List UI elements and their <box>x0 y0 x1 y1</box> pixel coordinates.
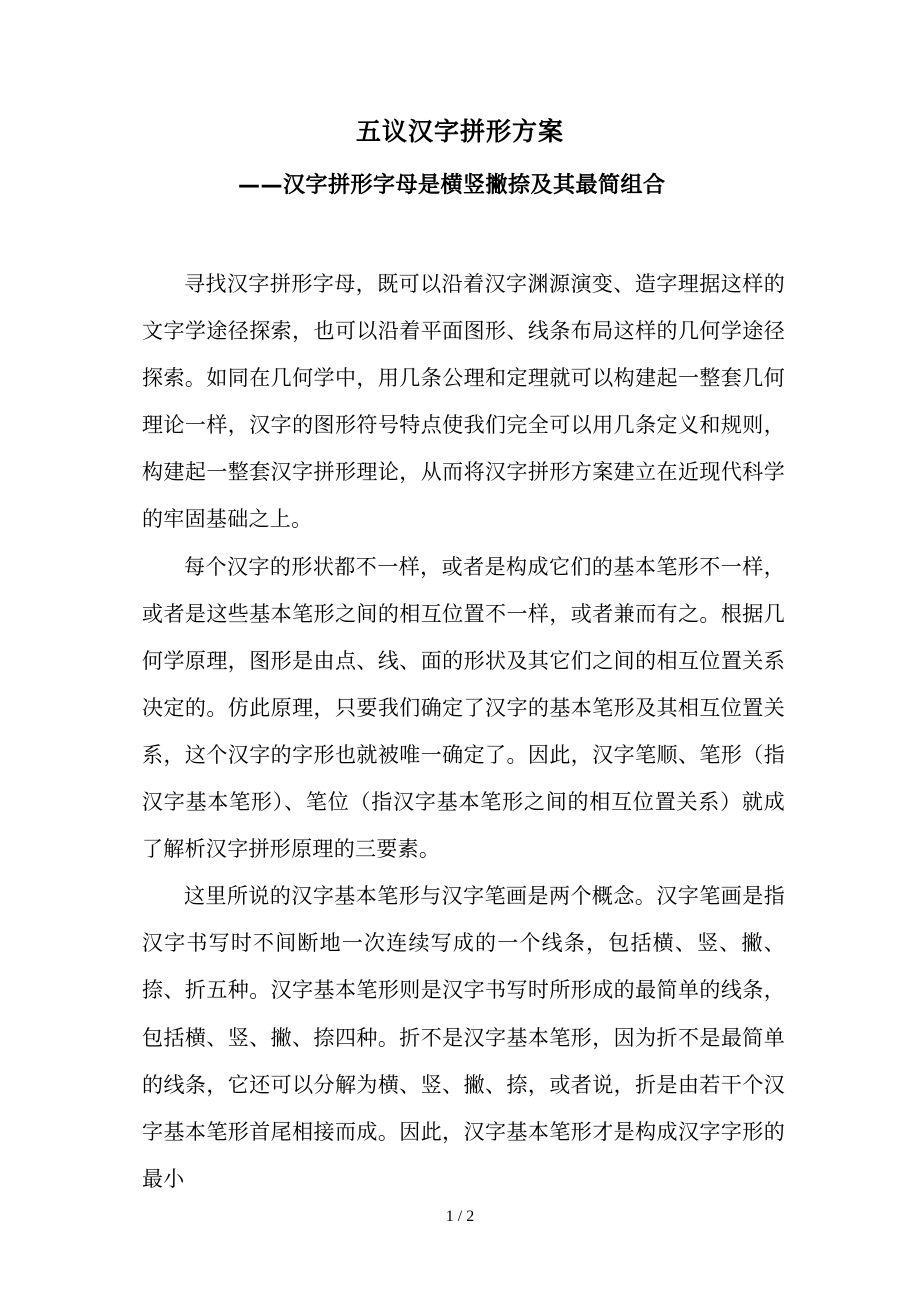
paragraph-3: 这里所说的汉字基本笔形与汉字笔画是两个概念。汉字笔画是指汉字书写时不间断地一次连续写成的一个线条，包括横、竖、撇、捺、折五种。汉字基本笔形则是汉字书写时所形成的最简单的线条，包括横、竖、撇、捺四种。折不是汉字基本笔形，因为折不是最简单的线条，它还可以分解为横、竖、撇、捺，或者说，折是由若干个汉字基本笔形首尾相接而成。因此，汉字基本笔形才是构成汉字字形的最小 <box>142 884 785 1191</box>
document-subtitle: ——汉字拼形字母是横竖撇捺及其最简组合 <box>238 173 666 198</box>
document-body <box>142 261 785 1203</box>
page-number: 1 / 2 <box>445 1208 475 1225</box>
paragraph-2: 每个汉字的形状都不一样，或者是构成它们的基本笔形不一样，或者是这些基本笔形之间的相互位置不一样，或者兼而有之。根据几何学原理，图形是由点、线、面的形状及其它们之间的相互位置关系决定的。仿此原理，只要我们确定了汉字的基本笔形及其相互位置关系，这个汉字的字形也就被唯一确定了。因此，汉字笔顺、笔形（指汉字基本笔形）、笔位（指汉字基本笔形之间的相互位置关系）就成了解析汉字拼形原理的三要素。 <box>142 554 785 862</box>
document-title: 五议汉字拼形方案 <box>355 117 564 146</box>
paragraph-1: 寻找汉字拼形字母，既可以沿着汉字渊源演变、造字理据这样的文字学途径探索，也可以沿着平面图形、线条布局这样的几何学途径探索。如同在几何学中，用几条公理和定理就可以构建起一整套几何理论一样，汉字的图形符号特点使我们完全可以用几条定义和规则，构建起一整套汉字拼形理论，从而将汉字拼形方案建立在近现代科学的牢固基础之上。 <box>142 272 785 532</box>
